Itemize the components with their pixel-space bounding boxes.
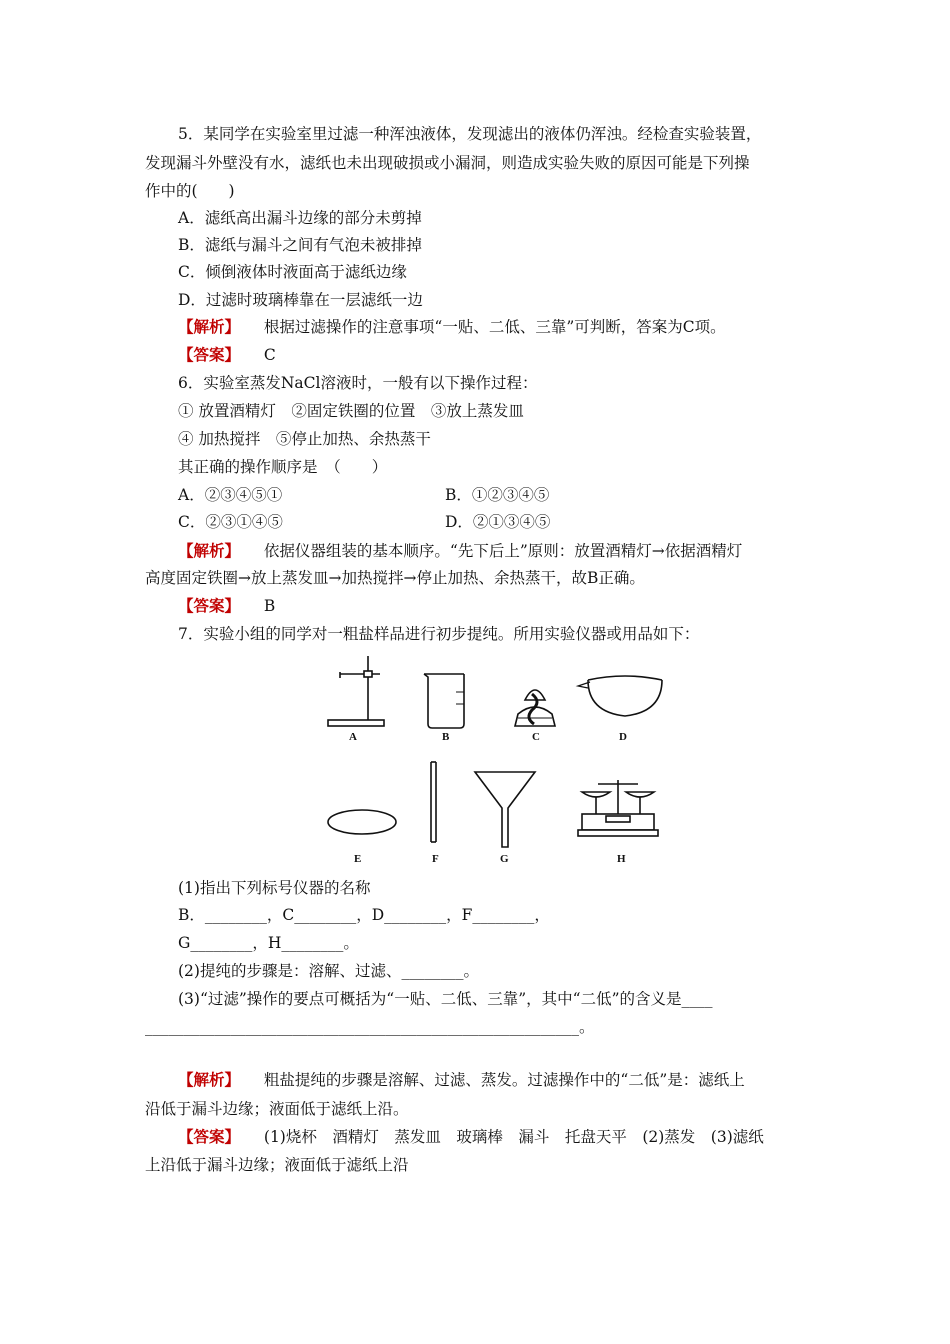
q7-part2: (2)提纯的步骤是：溶解、过滤、________。	[178, 962, 479, 980]
figure-label-g: G	[500, 853, 509, 865]
answer-tag: 【答案】	[178, 596, 241, 615]
q5-option-a: A．滤纸高出漏斗边缘的部分未剪掉	[178, 209, 422, 227]
iron-stand-drawing	[328, 656, 384, 726]
figure-label-a: A	[349, 731, 357, 743]
q6-option-d: D．②①③④⑤	[445, 513, 551, 531]
q7-answer-1	[178, 1127, 764, 1147]
figure-label-c: C	[532, 731, 540, 743]
answer-text: B	[263, 597, 276, 615]
q6-analysis-2: 高度固定铁圈→放上蒸发皿→加热搅拌→停止加热、余热蒸干，故B正确。	[145, 569, 645, 587]
glass-rod-drawing	[431, 762, 436, 842]
analysis-tag: 【解析】	[178, 317, 241, 336]
q5-stem-line-3: 作中的( )	[145, 182, 235, 200]
figure-label-b: B	[442, 731, 450, 743]
alcohol-lamp-drawing	[515, 690, 555, 726]
q5-stem-line-1: 5．某同学在实验室里过滤一种浑浊液体，发现滤出的液体仍浑浊。经检查实验装置，	[178, 125, 762, 143]
q6-option-c: C．②③①④⑤	[178, 513, 283, 531]
answer-text: (1)烧杯 酒精灯 蒸发皿 玻璃棒 漏斗 托盘天平 (2)蒸发 (3)滤纸	[263, 1128, 764, 1146]
q7-analysis-1	[178, 1070, 745, 1090]
filter-paper-drawing	[328, 810, 396, 834]
figure-label-h: H	[617, 853, 626, 865]
q5-analysis	[178, 317, 726, 337]
q7-part3-line2: ________________________________________________________。	[145, 1018, 595, 1036]
funnel-drawing	[475, 772, 535, 847]
figure-label-d: D	[619, 731, 627, 743]
q5-stem-line-2: 发现漏斗外壁没有水，滤纸也未出现破损或小漏洞，则造成实验失败的原因可能是下列操	[145, 154, 750, 172]
answer-text: C	[263, 346, 276, 364]
q6-answer	[178, 596, 275, 616]
q7-part3-line1: (3)“过滤”操作的要点可概括为“一贴、二低、三靠”，其中“二低”的含义是____	[178, 990, 713, 1008]
q6-stem: 6．实验室蒸发NaCl溶液时，一般有以下操作过程：	[178, 374, 538, 392]
figure-label-e: E	[354, 853, 362, 865]
q7-answer-2: 上沿低于漏斗边缘；液面低于滤纸上沿	[145, 1156, 409, 1174]
q7-stem: 7．实验小组的同学对一粗盐样品进行初步提纯。所用实验仪器或用品如下：	[178, 625, 700, 643]
q6-option-a: A．②③④⑤①	[178, 486, 283, 504]
answer-tag: 【答案】	[178, 345, 241, 364]
apparatus-figure	[320, 652, 680, 867]
analysis-text: 粗盐提纯的步骤是溶解、过滤、蒸发。过滤操作中的“二低”是：滤纸上	[263, 1071, 745, 1089]
analysis-text: 依据仪器组装的基本顺序。“先下后上”原则：放置酒精灯→依据酒精灯	[263, 542, 743, 560]
q7-analysis-2: 沿低于漏斗边缘；液面低于滤纸上沿。	[145, 1100, 409, 1118]
q5-option-b: B．滤纸与漏斗之间有气泡未被排掉	[178, 236, 422, 254]
beaker-drawing	[424, 674, 464, 728]
q6-analysis-1	[178, 541, 742, 561]
answer-tag: 【答案】	[178, 1127, 241, 1146]
q5-option-d: D．过滤时玻璃棒靠在一层滤纸一边	[178, 291, 423, 309]
q5-answer	[178, 345, 276, 365]
q7-part1-line2: G________，H________。	[178, 934, 359, 952]
q7-part1: (1)指出下列标号仪器的名称	[178, 879, 371, 897]
analysis-text: 根据过滤操作的注意事项“一贴、二低、三靠”可判断，答案为C项。	[263, 318, 726, 336]
balance-drawing	[578, 780, 658, 836]
q7-part1-line1: B．________，C________，D________，F________，	[178, 906, 550, 924]
q6-steps-1: ① 放置酒精灯 ②固定铁圈的位置 ③放上蒸发皿	[178, 402, 524, 420]
q6-option-b: B．①②③④⑤	[445, 486, 550, 504]
analysis-tag: 【解析】	[178, 541, 241, 560]
figure-label-f: F	[432, 853, 439, 865]
evaporating-dish-drawing	[578, 676, 662, 716]
q6-order: 其正确的操作顺序是 （ ）	[178, 458, 388, 476]
q5-option-c: C．倾倒液体时液面高于滤纸边缘	[178, 263, 407, 281]
analysis-tag: 【解析】	[178, 1070, 241, 1089]
q6-steps-2: ④ 加热搅拌 ⑤停止加热、余热蒸干	[178, 430, 431, 448]
